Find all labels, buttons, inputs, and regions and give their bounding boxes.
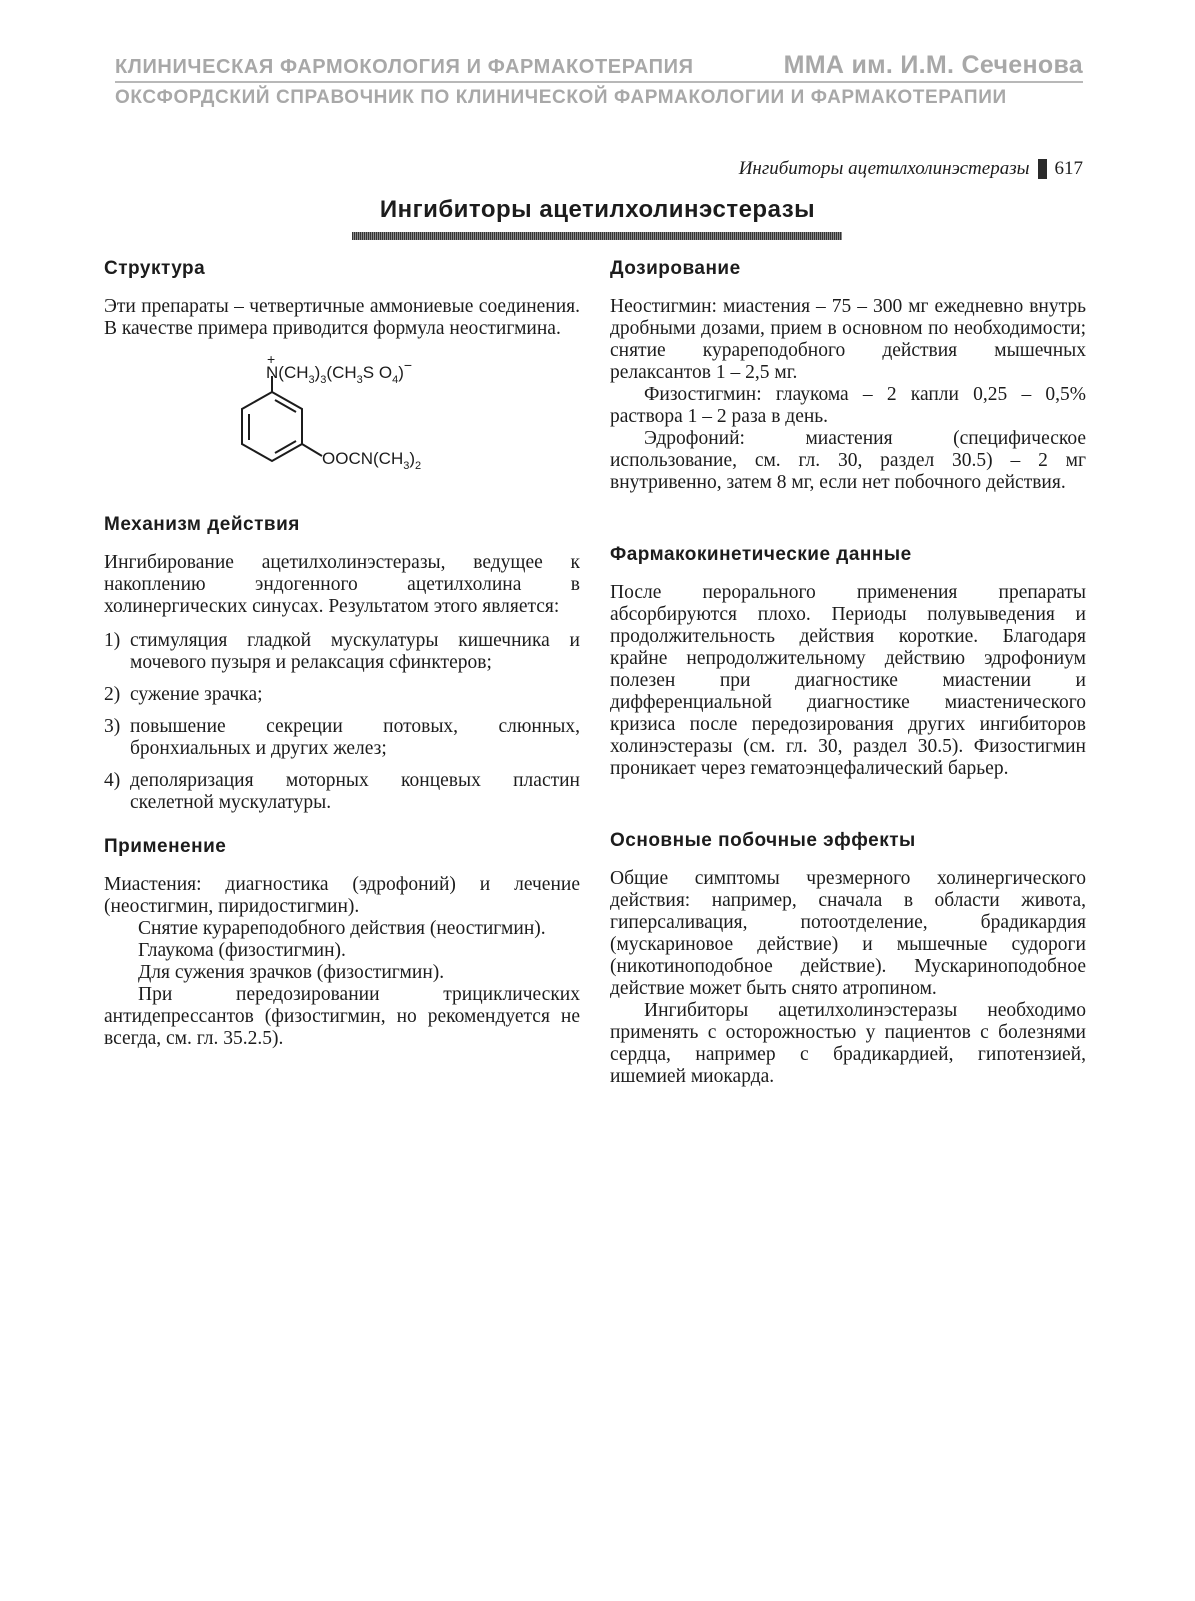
formula-charge-plus: + — [267, 354, 276, 367]
formula-ester-group: $OOCN(CH_3)_2$ — [322, 449, 422, 472]
section-heading: Структура — [104, 258, 206, 279]
section-structure — [104, 258, 580, 484]
section-mechanism — [104, 514, 580, 814]
paragraph: Глаукома (физостигмин). — [138, 940, 346, 961]
banner-institution: ММА им. И.М. Сеченова — [783, 51, 1083, 79]
paragraph: При передозировании трициклических антидепрессантов (физостигмин, но рекомендуется не всегда, см. гл. 35.2.5). — [104, 984, 580, 1049]
paragraph: Общие симптомы чрезмерного холинергического действия: например, сначала в области живота, гиперсаливация, потоотделение, брадикардия (мускариновое действие) и мышечные судороги (никотиноподобное действие). Мускариноподобное действие может быть снято атропином. — [610, 868, 1086, 999]
section-heading: Дозирование — [610, 258, 741, 279]
neostigmine-formula — [104, 354, 580, 484]
section-heading: Фармакокинетические данные — [610, 544, 912, 565]
list-item: 2) сужение зрачка; — [104, 684, 263, 705]
list-item: 4) деполяризация моторных концевых пластин скелетной мускулатуры. — [104, 770, 580, 813]
paragraph: Ингибиторы ацетилхолинэстеразы необходимо применять с осторожностью у пациентов с болезнями сердца, например с брадикардией, гипотензией, ишемией миокарда. — [610, 1000, 1086, 1087]
section-side-effects — [610, 830, 1086, 1088]
paragraph: Снятие курареподобного действия (неостигмин). — [138, 918, 546, 939]
bond-to-ester — [302, 444, 322, 456]
right-column — [610, 258, 1086, 1110]
banner-book-title: ОКСФОРДСКИЙ СПРАВОЧНИК ПО КЛИНИЧЕСКОЙ ФАРМАКОЛОГИИ И ФАРМАКОТЕРАПИИ — [115, 87, 1007, 108]
left-column — [104, 258, 580, 1072]
structural-formula-diagram — [104, 354, 580, 484]
list-item: 1) стимуляция гладкой мускулатуры кишечника и мочевого пузыря и релаксация сфинктеров; — [104, 630, 580, 673]
benzene-ring — [242, 392, 302, 461]
paragraph: Для сужения зрачков (физостигмин). — [138, 962, 445, 983]
paragraph: Эдрофоний: миастения (специфическое использование, см. гл. 30, раздел 30.5) – 2 мг внутривенно, затем 8 мг, если нет побочного действия. — [610, 428, 1086, 493]
formula-nitrogen: $N(CH_3)_3(CH_3S$ $O_4)^-$ — [266, 357, 413, 386]
running-head — [739, 158, 1083, 180]
section-dosing — [610, 258, 1086, 494]
paragraph: Миастения: диагностика (эдрофоний) и лечение (неостигмин, пиридостигмин). — [104, 874, 580, 917]
section-application — [104, 836, 580, 1050]
banner-divider — [115, 81, 1083, 83]
running-head-title: Ингибиторы ацетилхолинэстеразы — [738, 158, 1030, 179]
paragraph: Физостигмин: глаукома – 2 капли 0,25 – 0,5% раствора 1 – 2 раза в день. — [610, 384, 1086, 427]
section-heading: Основные побочные эффекты — [610, 830, 916, 851]
page-title: Ингибиторы ацетилхолинэстеразы — [379, 196, 816, 223]
title-underline-bar — [352, 232, 842, 240]
list-item: 3) повышение секреции потовых, слюнных, бронхиальных и других желез; — [104, 716, 580, 759]
paragraph: Неостигмин: миастения – 75 – 300 мг ежедневно внутрь дробными дозами, прием в основном по необходимости; снятие курареподобного действия мышечных релаксантов 1 – 2,5 мг. — [610, 296, 1086, 383]
mechanism-effects-list — [104, 630, 580, 814]
page-number: 617 — [1054, 158, 1083, 179]
banner-course-title: КЛИНИЧЕСКАЯ ФАРМОКОЛОГИЯ И ФАРМАКОТЕРАПИЯ — [115, 56, 694, 78]
running-head-marker — [1038, 159, 1047, 179]
section-heading: Применение — [104, 836, 227, 857]
paragraph: После перорального применения препараты абсорбируются плохо. Периоды полувыведения и продолжительность действия короткие. Благодаря крайне непродолжительному действию эдрофониум полезен при диагностике миастении и дифференциальной диагностике миастенического кризиса после передозирования других ингибиторов холинэстеразы (см. гл. 30, раздел 30.5). Физостигмин проникает через гематоэнцефалический барьер. — [610, 582, 1086, 779]
mechanism-intro: Ингибирование ацетилхолинэстеразы, ведущее к накоплению эндогенного ацетилхолина в холинергических синусах. Результатом этого является: — [104, 552, 580, 617]
header-banner — [115, 51, 1083, 80]
section-heading: Механизм действия — [104, 514, 300, 535]
structure-text: Эти препараты – четвертичные аммониевые соединения. В качестве примера приводится формула неостигмина. — [104, 296, 580, 339]
section-pharmacokinetics — [610, 544, 1086, 780]
